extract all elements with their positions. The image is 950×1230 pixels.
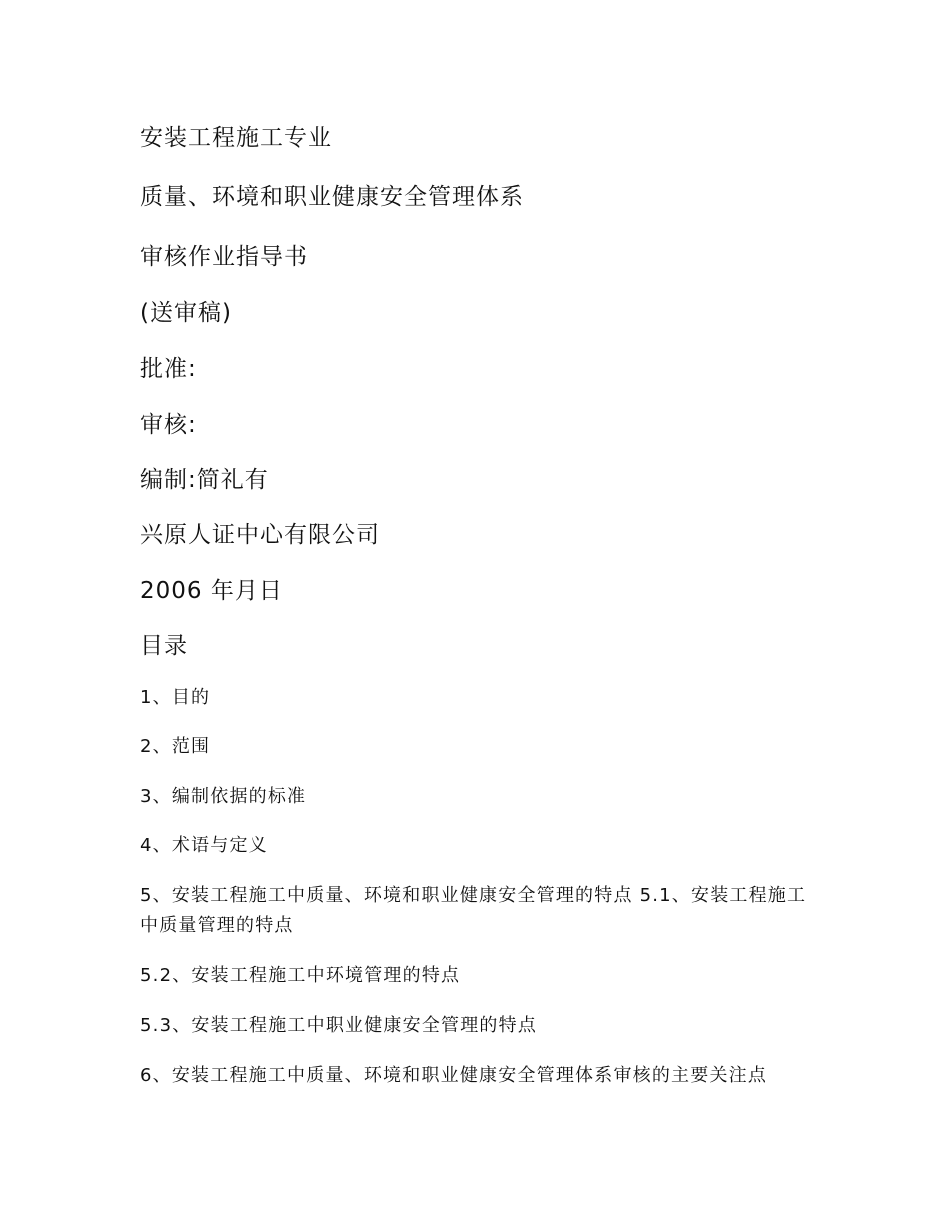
toc-item: 6、安装工程施工中质量、环境和职业健康安全管理体系审核的主要关注点 xyxy=(140,1065,768,1086)
toc-item: 5.3、安装工程施工中职业健康安全管理的特点 xyxy=(140,1015,538,1036)
toc-heading: 目录 xyxy=(140,633,188,659)
toc-item: 2、范围 xyxy=(140,736,211,757)
review-label: 审核: xyxy=(140,412,197,438)
toc-item: 5.2、安装工程施工中环境管理的特点 xyxy=(140,965,461,986)
document-date: 2006 年月日 xyxy=(140,578,283,604)
approve-label: 批准: xyxy=(140,356,197,382)
document-title-line-2: 质量、环境和职业健康安全管理体系 xyxy=(140,184,524,210)
organization-name: 兴原人证中心有限公司 xyxy=(140,522,380,548)
author-label: 编制:简礼有 xyxy=(140,467,269,493)
draft-note: (送审稿) xyxy=(140,300,232,326)
toc-item: 3、编制依据的标准 xyxy=(140,786,307,807)
document-title-line-1: 安装工程施工专业 xyxy=(140,125,332,151)
toc-item: 5、安装工程施工中质量、环境和职业健康安全管理的特点 5.1、安装工程施工中质量管理的特点 xyxy=(140,885,807,936)
document-title-line-3: 审核作业指导书 xyxy=(140,244,308,270)
toc-item: 4、术语与定义 xyxy=(140,835,268,856)
toc-item: 1、目的 xyxy=(140,687,211,708)
